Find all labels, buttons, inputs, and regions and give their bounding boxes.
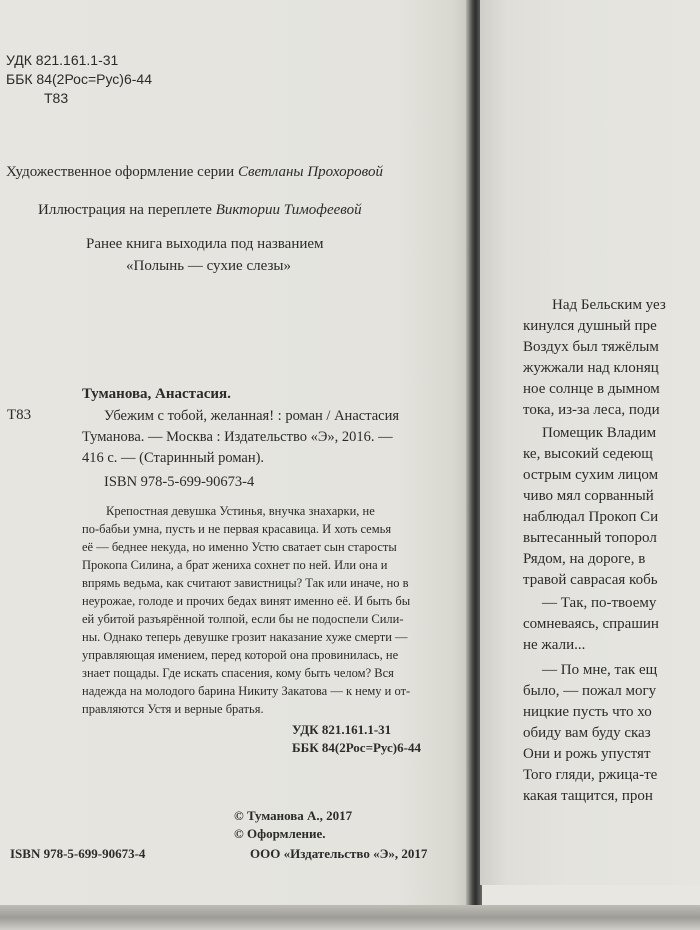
annotation-line: Прокопа Силина, а брат жениха сохнет по ней. Или она и [82, 558, 388, 572]
text-line: Того гляди, ржица-те [523, 767, 658, 783]
illustration-credit [38, 202, 362, 219]
code-top: Т83 [44, 90, 69, 106]
text-line: наблюдал Прокоп Си [523, 509, 659, 525]
bbk-bottom: ББК 84(2Рос=Рус)6-44 [292, 740, 421, 755]
copyright-design: © Оформление. [234, 826, 326, 841]
code-side: Т83 [7, 407, 32, 423]
annotation-line: ны. Однако теперь девушке грозит наказание хуже смерти — [82, 630, 408, 644]
text-line: ке, высокий седеющ [523, 446, 653, 462]
text-line: Воздух был тяжёлым [523, 339, 659, 355]
udk-top: УДК 821.161.1-31 [6, 52, 119, 68]
art-design-name: Светланы Прохоровой [237, 164, 383, 180]
text-line: Над Бельским уез [552, 297, 666, 313]
art-design-credit [6, 164, 383, 181]
text-line: Они и рожь упустят [523, 746, 651, 762]
annotation-line: надежда на молодого барина Никиту Закатова — к нему и от- [82, 684, 411, 698]
text-line: кинулся душный пре [523, 318, 657, 334]
text-line: Помещик Владим [542, 425, 657, 441]
bib-line: Туманова. — Москва : Издательство «Э», 2016. — [82, 429, 393, 445]
text-line: ное солнце в дымном [523, 381, 660, 397]
annotation-line: неурожае, голоде и прочих бедах винят именно её. И быть бы [82, 594, 411, 608]
art-design-prefix: Художественное оформление серии [6, 164, 235, 180]
copyright-author: © Туманова А., 2017 [234, 808, 353, 823]
previous-title-line2: «Полынь — сухие слезы» [126, 258, 291, 274]
annotation-line: правляются Устя и верные братья. [82, 702, 264, 716]
text-line: ницкие пусть что хо [523, 704, 652, 720]
text-line: Рядом, на дороге, в [523, 551, 646, 567]
annotation-line: впрямь ведьма, как считают завистницы? Так или иначе, но в [82, 576, 409, 590]
isbn-mid: ISBN 978-5-699-90673-4 [104, 474, 255, 490]
copyright-publisher: ООО «Издательство «Э», 2017 [250, 846, 428, 861]
text-line: травой саврасая кобь [523, 572, 658, 588]
illustration-name: Виктории Тимофеевой [215, 202, 362, 218]
previous-title-line1: Ранее книга выходила под названием [86, 236, 324, 252]
bib-line: Убежим с тобой, желанная! : роман / Анастасия [104, 408, 400, 424]
text-line: тока, из-за леса, поди [523, 402, 660, 418]
text-line: — Так, по-твоему [542, 595, 657, 611]
annotation-line: по-бабьи умна, пусть и не первая красавица. И хоть семья [82, 522, 392, 536]
text-line: — По мне, так ещ [542, 662, 658, 678]
right-page [480, 0, 700, 885]
udk-bottom: УДК 821.161.1-31 [292, 722, 392, 737]
text-line: обиду вам буду сказ [523, 725, 651, 741]
annotation-line: знает пощады. Где искать спасения, кому быть челом? Вся [82, 666, 394, 680]
text-line: острым сухим лицом [523, 467, 659, 483]
bbk-top: ББК 84(2Рос=Рус)6-44 [6, 71, 152, 87]
isbn-bottom: ISBN 978-5-699-90673-4 [10, 846, 146, 861]
text-line: жужжали над клоняц [523, 360, 659, 376]
illustration-prefix: Иллюстрация на переплете [38, 202, 212, 218]
annotation-line: управляющая имением, перед которой она провинилась, не [82, 648, 399, 662]
text-line: чиво мял сорванный [523, 488, 654, 504]
author-heading: Туманова, Анастасия. [82, 386, 231, 402]
annotation-line: Крепостная девушка Устинья, внучка знахарки, не [106, 504, 375, 518]
annotation-line: её — беднее некуда, но именно Устю сватает сын старосты [82, 540, 397, 554]
text-line: сомневаясь, спрашин [523, 616, 659, 632]
text-line: какая тащится, прон [523, 788, 653, 804]
annotation-line: ей убитой разъярённой толпой, если бы не подоспели Сили- [82, 612, 404, 626]
text-line: вытесанный топорол [523, 530, 657, 546]
text-line: не жали... [523, 637, 586, 653]
bib-line: 416 с. — (Старинный роман). [82, 450, 265, 466]
page-bottom-edge [0, 905, 700, 930]
text-line: было, — пожал могу [523, 683, 657, 699]
